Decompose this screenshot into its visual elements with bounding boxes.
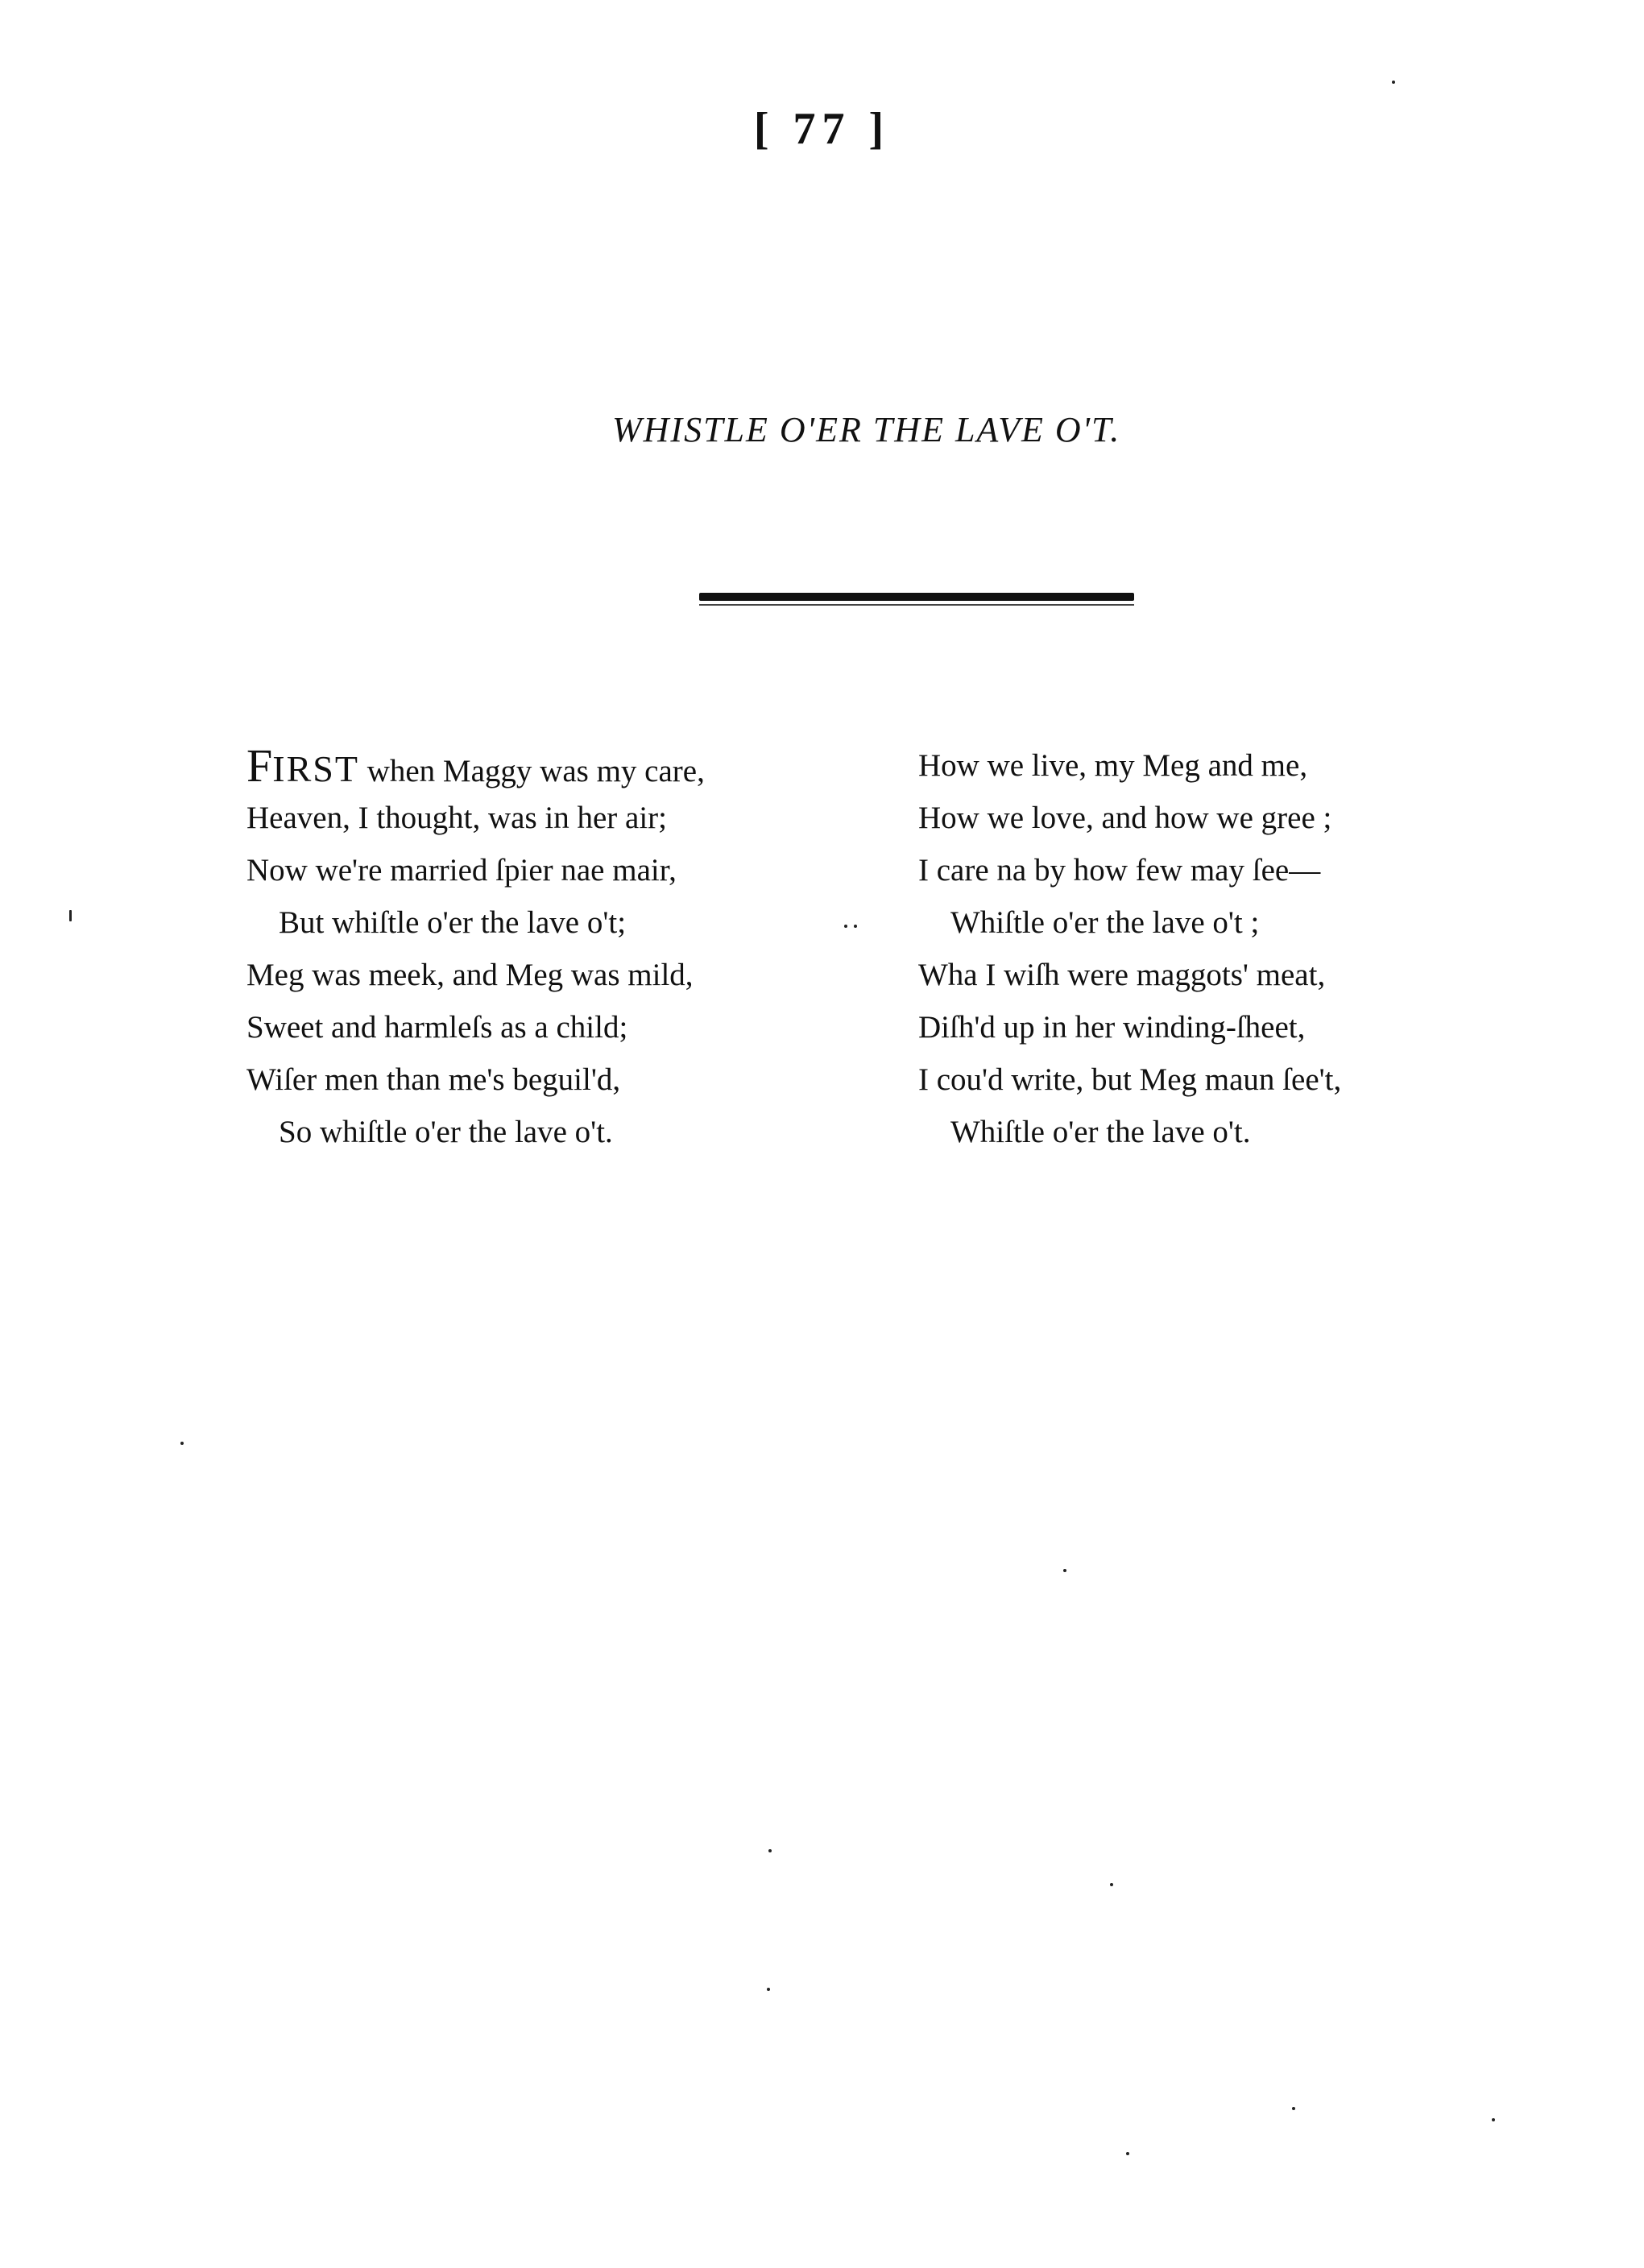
verse-line: Whiſtle o'er the lave o't ; — [950, 905, 1260, 940]
stanza-right — [918, 739, 1341, 1158]
print-speck — [1392, 81, 1395, 84]
print-speck — [1126, 2152, 1129, 2155]
print-speck — [844, 925, 847, 928]
verse-line: Diſh'd up in her winding-ſheet, — [918, 1010, 1306, 1045]
drop-initial: F — [246, 739, 273, 792]
first-line-rest: when Maggy was my care, — [358, 754, 705, 788]
verse-line: Wiſer men than me's beguil'd, — [246, 1062, 621, 1097]
print-speck — [854, 925, 857, 928]
small-capitals: IRST — [272, 748, 359, 789]
print-speck — [768, 1849, 772, 1852]
print-speck — [69, 910, 72, 921]
verse-line: How we love, and how we gree ; — [918, 801, 1332, 835]
verse-line: Meg was meek, and Meg was mild, — [246, 958, 694, 992]
poem-title: WHISTLE O'ER THE LAVE O'T. — [612, 410, 1121, 449]
print-speck — [1110, 1883, 1113, 1886]
print-speck — [1063, 1569, 1066, 1572]
stanza-left — [246, 739, 705, 1158]
ornamental-rule — [699, 593, 1134, 601]
verse-line: Now we're married ſpier nae mair, — [246, 853, 677, 888]
verse-line — [246, 739, 705, 792]
print-speck — [180, 1442, 184, 1445]
print-speck — [767, 1988, 770, 1991]
print-speck — [1292, 2107, 1295, 2110]
verse-line: Sweet and harmleſs as a child; — [246, 1010, 628, 1045]
page-number: [ 77 ] — [753, 104, 891, 154]
verse-line: Wha I wiſh were maggots' meat, — [918, 958, 1326, 992]
ornamental-rule-thin — [699, 604, 1134, 606]
print-speck — [1492, 2118, 1495, 2121]
verse-line: Whiſtle o'er the lave o't. — [950, 1115, 1251, 1149]
verse-line: Heaven, I thought, was in her air; — [246, 801, 668, 835]
verse-line: So whiſtle o'er the lave o't. — [279, 1115, 613, 1149]
verse-line: How we live, my Meg and me, — [918, 748, 1308, 783]
verse-line: I care na by how few may ſee— — [918, 853, 1321, 888]
verse-line: But whiſtle o'er the lave o't; — [279, 905, 627, 940]
verse-line: I cou'd write, but Meg maun ſee't, — [918, 1062, 1342, 1097]
